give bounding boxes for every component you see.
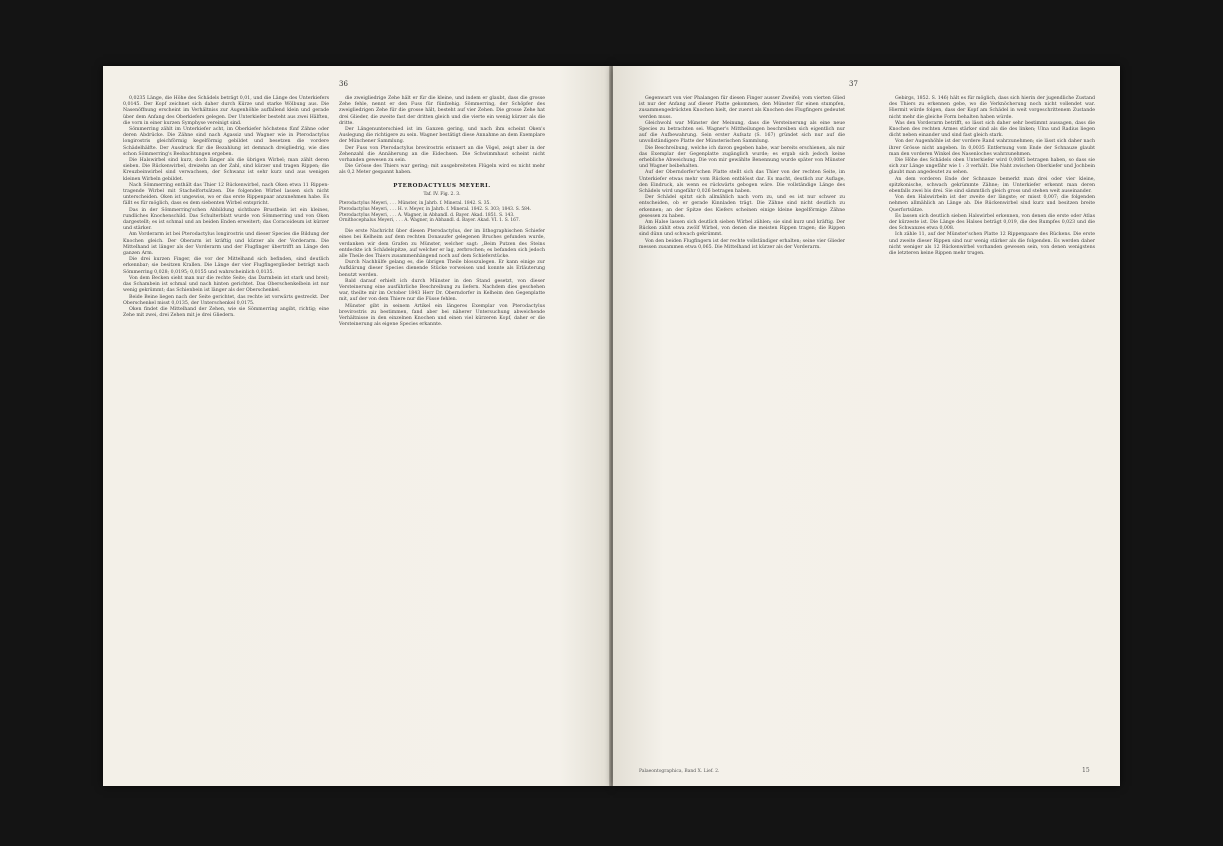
paragraph: Was den Vorderarm betrifft, so lässt sich daher sehr bestimmt aussagen, dass die Knochen des rechten Armes stärker sind als die des linken; Ulna und Radius liegen dicht neben einander und sind fast gleich stark. [889, 120, 1095, 139]
paragraph: Von der Augenhöhle ist der vordere Rand wahrzunehmen; sie lässt sich daher nach ihrer Grösse nicht angeben. In 0,0035 Entfernung vom Ende der Schnauze glaubt man den vorderen Winkel des Nasenloches wahrzunehmen. [889, 139, 1095, 157]
right-column-2 [889, 96, 1095, 257]
page-number: 37 [849, 80, 858, 88]
paragraph: Beide Beine liegen nach der Seite gerichtet, das rechte ist vorwärts gestreckt. Der Oberschenkel misst 0,0135, der Unterschenkel 0,0175. [123, 294, 329, 306]
paragraph: Sömmerring zählt im Unterkiefer acht, im Oberkiefer höchstens fünf Zähne oder deren Abdrücke. Die Zähne sind nach Agassiz und Wagner wie in Pterodactylus longirostris gleichförmig kegelförmig gebildet und besetzen die vordere Schädelhälfte. Der Ausdruck für die Bezahlung ist demnach dreigliedrig, wie dies schon Sömmerring's Beobachtungen ergeben. [123, 127, 329, 157]
paragraph: Der Fuss von Pterodactylus brevirostris erinnert an die Vögel, zeigt aber in der Zehenzahl die Annäherung an die Eidechsen. Die Schwimmhaut scheint nicht vorhanden gewesen zu sein. [339, 145, 545, 164]
paragraph: Oken findet die Mittelhand der Zehen, wie sie Sömmerring angibt, richtig; eine Zehe mit zwei, drei Zehen mit je drei Gliedern. [123, 306, 329, 319]
paragraph: Ich zähle 11, auf der Münster'schen Platte 12 Rippenpaare des Rückens. Die erste und zweite dieser Rippen sind nur wenig stärker als die folgenden. Es werden daher nicht weniger als 12 Rückenwirbel vorhanden gewesen sein, von denen wenigstens die letzteren keine Rippen mehr trugen. [889, 232, 1095, 257]
paragraph: Die erste Nachricht über diesen Pterodactylus, der im lithographischen Schiefer eines bei Kelheim auf dem rechten Donauufer gelegenen Bruches gefunden wurde, verdanken wir dem Grafen zu Münster, welcher sagt: „Beim Putzen des Steins entdeckte ich Schädelspitze, auf welcher er lag, zerbrochen; es befanden sich jedoch alle Theile des Thiers zusammenhängend noch auf dem Schieferstücke. [339, 229, 545, 260]
paragraph: An dem vorderen Ende der Schnauze bemerkt man drei oder vier kleine, spitzkonische, schwach gekrümmte Zähne; im Unterkiefer erkennt man deren ebenfalls zwei bis drei. Sie sind sämmtlich gleich gross und stehen weit auseinander. [889, 176, 1095, 195]
paragraph: Es lassen sich deutlich sieben Halswirbel erkennen, von denen die erste oder Atlas der kürzeste ist. Die Länge des Halses beträgt 0,019, die des Rumpfes 0,023 und die des Schwanzes etwa 0,008. [889, 213, 1095, 232]
paragraph: Gleichwohl war Münster der Meinung, dass die Versteinerung als eine neue Species zu betrachten sei. Wagner's Mittheilungen beschreiben sich eigentlich nur auf die Aufbewahrung. Sein erster Aufsatz (S. 167) gründet sich nur auf die unvollständigere Platte der Münsterischen Sammlung. [639, 120, 845, 145]
section-title: PTERODACTYLUS MEYERI. [393, 182, 491, 189]
left-column-2 [339, 96, 545, 328]
right-column-1 [639, 96, 845, 251]
page-number: 36 [339, 80, 348, 88]
paragraph: die zweigliedrige Zehe hält er für die kleine, und indem er glaubt, dass die grosse Zehe fehle, nennt er den Fuss für fünfzehig. Sömmerring, der Schöpfer des zweigliedrigen Zehe für die grosse hält, besteht auf vier Zehen. Die grosse Zehe hat drei Glieder, die zweite fast der dritten gleich und die vierte ein wenig kürzer als die dritte. [339, 96, 545, 126]
paragraph: Von dem Becken sieht man nur die rechte Seite; das Darmbein ist stark und breit; das Schambein ist schmal und nach hinten gerichtet. Das Oberschenkelbein ist nur wenig gekrümmt; das Schienbein ist länger als der Oberschenkel. [123, 275, 329, 294]
paragraph: Die Grösse des Thiers war gering; mit ausgebreiteten Flügeln wird es nicht mehr als 0,2 Meter gespannt haben. [339, 164, 545, 176]
paragraph: Nach Sömmerring enthält das Thier 12 Rückenwirbel, nach Oken etwa 11 Rippen-tragende Wirbel mit Stachelfortsätzen. Die folgenden Wirbel lassen sich nicht unterscheiden. Oken ist ungewiss, wo er das erste Rippenpaar anzunehmen habe. Es fällt es für möglich, dass es dem siebenten Wirbel entspricht. [123, 182, 329, 207]
page-footer-signature: Palaeontographica, Band X. Lief. 2. [639, 769, 720, 774]
paragraph: Gegenwart von vier Phalangen für diesen Finger ausser Zweifel; vom vierten Glied ist nur der Anfang auf dieser Platte gekommen, den Münster für einen stumpfen, zusammengedrückten Knochen hielt, der zuerst als Knochen des Flugfingers gedeutet werden muss. [639, 96, 845, 120]
paragraph: Durch Nachhülfe gelang es, die übrigen Theile blosszulegen. Er kann einige zur Aufklärung dieser Species dienende Stücke vorweisen und konnte als Erläuterung benutzt werden. [339, 260, 545, 278]
paragraph: Von den Halswirbeln ist der zweite der längste; er misst 0,007; die folgenden nehmen allmählich an Länge ab. Die Rückenwirbel sind kurz und besitzen breite Querfortsätze. [889, 195, 1095, 213]
paragraph: 0,0235 Länge, die Höhe des Schädels beträgt 0,01, und die Länge des Unterkiefers 0,0145. Der Kopf zeichnet sich daher durch Kürze und starke Wölbung aus. Die Nasenöffnung erscheint im Verhältniss zur Augenhöhle auffallend klein und gerade über dem Anfang des Oberkiefers gelegen. Der Unterkiefer besteht aus zwei Hälften, die vorn in einer kurzen Symphyse vereinigt sind. [123, 96, 329, 126]
synonym-entry: Pterodactylus Meyeri, . . . Münster, in Jahrb. f. Mineral. 1842. S. 35. [339, 201, 491, 207]
paragraph: Die drei kurzen Finger, die vor der Mittelhand sich befinden, sind deutlich erkennbar; sie besitzen Krallen. Die Länge der vier Flugfingerglieder beträgt nach Sömmerring 0,028; 0,0195; 0,0155 und wahrscheinlich 0,0135. [123, 257, 329, 275]
paragraph: Auf der Oberndorfer'schen Platte stellt sich das Thier von der rechten Seite, im Unterkiefer etwas mehr vom Rücken entblösst dar. Es macht, deutlich zur Auflage, den Eindruck, als wenn es rückwärts gebogen wäre. Die vollständige Länge des Schädels wird ungefähr 0,026 betragen haben. [639, 170, 845, 195]
paragraph: Bald darauf erhielt ich durch Münster in den Stand gesetzt, von dieser Versteinerung eine ausführliche Beschreibung zu liefern. Nachdem dies geschehen war, theilte mir im October 1843 Herr Dr. Oberndorfer in Kelheim den Gegenplatte mit, auf der von dem Thiere nur die Füsse fehlen. [339, 278, 545, 303]
left-page [103, 66, 610, 786]
paragraph: Die Halswirbel sind kurz, doch länger als die übrigen Wirbel; man zählt deren sieben. Die Rückenwirbel, dreizehn an der Zahl, sind kürzer und tragen Rippen; die Kreuzbeinwirbel sind verwachsen, der Schwanz ist sehr kurz und aus wenigen kleinen Wirbeln gebildet. [123, 158, 329, 182]
right-page [613, 66, 1120, 786]
paragraph: Gebirgs, 1852. S. 146) hält es für möglich, dass sich hierin der jugendliche Zustand des Thiers zu erkennen gebe, wo die Verknöcherung noch nicht vollendet war. Hiermit würde folgen, dass der Kopf am Schädel in weit vorgeschrittenem Zustande nicht mehr die gleiche Form behalten haben würde. [889, 96, 1095, 120]
synonym-entry: Pterodactylus Meyeri, . . . A. Wagner, in Abhandl. d. Bayer. Akad. 1851. S. 143. [339, 212, 515, 218]
paragraph: Die Höhe des Schädels oben Unterkiefer wird 0,0085 betragen haben, so dass sie sich zur Länge ungefähr wie 1 : 3 verhält. Die Naht zwischen Oberkiefer und Jochbein glaubt man angedeutet zu sehen. [889, 158, 1095, 176]
synonym-entry: Pterodactylus Meyeri, . . . H. v. Meyer, in Jahrb. f. Mineral. 1842. S. 303; 1843. S. 584. [339, 206, 532, 212]
paragraph: Am Halse lassen sich deutlich sieben Wirbel zählen; sie sind kurz und kräftig. Der Rücken zählt etwa zwölf Wirbel, von denen die meisten Rippen tragen; die Rippen sind dünn und schwach gekrümmt. [639, 220, 845, 238]
section-subtitle: Taf. IV. Fig. 2. 3. [423, 191, 461, 197]
paragraph: Das in der Sömmerring'schen Abbildung sichtbare Brustbein ist ein kleines, rundliches Knochenschild. Das Schulterblatt wurde von Sömmerring und von Oken dargestellt; es ist schmal und an beiden Enden erweitert; das Coracoideum ist kürzer und stärker. [123, 207, 329, 232]
paragraph: Münster gibt in seinem Artikel ein längeres Exemplar von Pterodactylus brevirostris zu bestimmen, fand aber bei näherer Untersuchung abweichende Verhältnisse in den einzelnen Knochen und einen viel kürzeren Kopf, daher er die Versteinerung als eigene Species erkannte. [339, 303, 545, 328]
paragraph: Von den beiden Flugfingern ist der rechte vollständiger erhalten; seine vier Glieder messen zusammen etwa 0,065. Die Mittelhand ist kürzer als der Vorderarm. [639, 238, 845, 250]
paragraph: Die Beschreibung, welche ich davon gegeben habe, war bereits erschienen, als mir das Exemplar der Gegenplatte zugänglich wurde; es ergab sich jedoch keine erhebliche Abweichung. Die von mir gewählte Benennung wurde später von Münster und Wagner beibehalten. [639, 145, 845, 170]
paragraph: Der Schädel spitzt sich allmählich nach vorn zu, und es ist nur schwer zu entscheiden, ob er gerade Kinnladen trägt. Die Zähne sind nicht deutlich zu erkennen; an der Spitze des Kiefers scheinen einige kleine kegelförmige Zähne gesessen zu haben. [639, 195, 845, 219]
synonym-entry: Ornithocephalus Meyeri, . . . A. Wagner, in Abhandl. d. Bayer. Akad. VI. 1. S. 167. [339, 218, 521, 224]
page-footer-number: 15 [1082, 767, 1090, 774]
paragraph: Der Längenunterschied ist im Ganzen gering, und nach ihm scheint Oken's Auslegung die richtigere zu sein. Wagner bestätigt diese Annahme an dem Exemplare der Münchener Sammlung. [339, 127, 545, 145]
left-column-1 [123, 96, 329, 319]
paragraph: Am Vorderarm ist bei Pterodactylus longirostris und dieser Species die Bildung der Knochen gleich. Der Oberarm ist kräftig und kürzer als der Vorderarm. Die Mittelhand ist länger als der Vorderarm und der Flugfinger übertrifft an Länge den ganzen Arm. [123, 232, 329, 257]
synonym-list [339, 201, 545, 224]
